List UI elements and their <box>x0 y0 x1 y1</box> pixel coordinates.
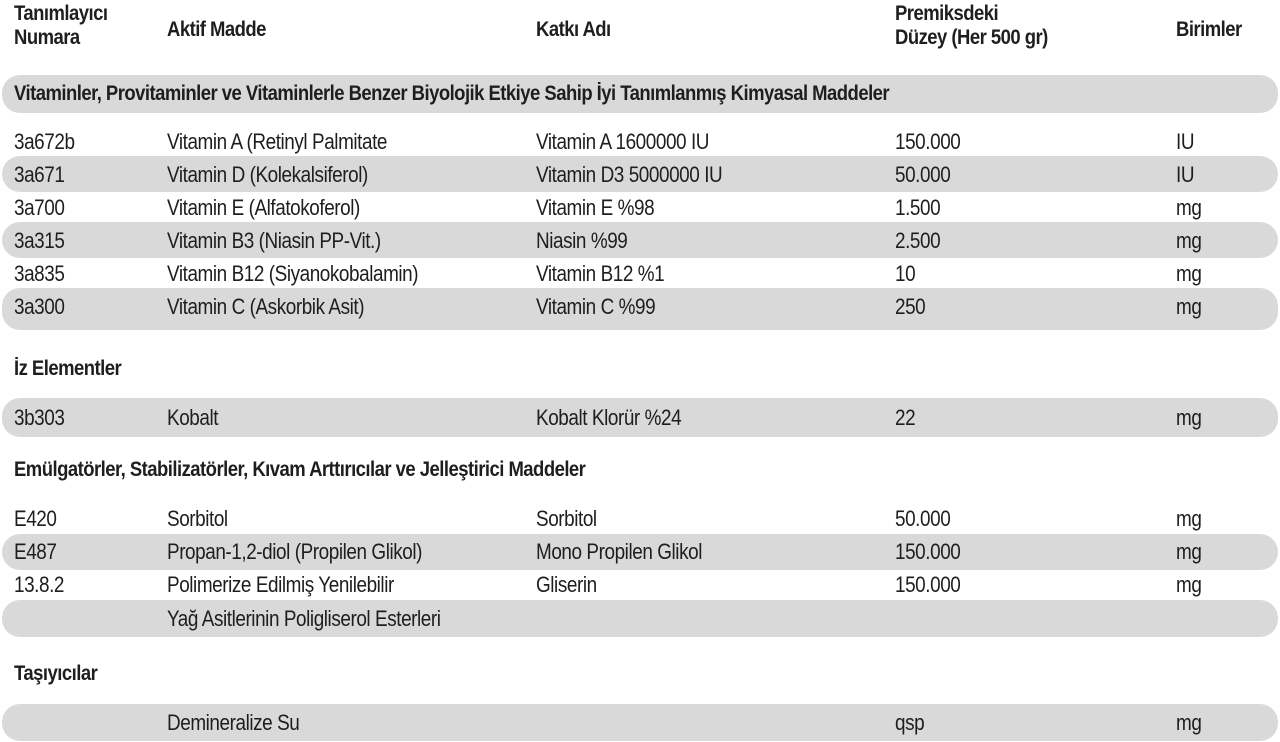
header-col3: Katkı Adı <box>536 18 611 41</box>
cell-unit: mg <box>1176 294 1202 319</box>
table-row <box>0 258 1280 290</box>
header-col4 <box>895 2 1048 50</box>
cell-id: 3a300 <box>14 294 65 319</box>
table-row <box>0 159 1280 191</box>
cell-active: Sorbitol <box>167 506 228 531</box>
cell-active: Vitamin D (Kolekalsiferol) <box>167 162 368 187</box>
table-row <box>0 291 1280 323</box>
table-row <box>0 536 1280 568</box>
cell-active: Vitamin B3 (Niasin PP-Vit.) <box>167 228 381 253</box>
header-col1-line2: Numara <box>14 26 80 49</box>
section-title: Taşıyıcılar <box>14 662 98 685</box>
header-col1-line1: Tanımlayıcı <box>14 2 108 25</box>
cell-id: 13.8.2 <box>14 572 65 597</box>
cell-id: 3a315 <box>14 228 65 253</box>
cell-unit: mg <box>1176 405 1202 430</box>
cell-additive: Sorbitol <box>536 506 597 531</box>
cell-level: 50.000 <box>895 162 951 187</box>
cell-id: 3a672b <box>14 129 75 154</box>
cell-active: Propan-1,2-diol (Propilen Glikol) <box>167 539 423 564</box>
cell-level: 1.500 <box>895 195 941 220</box>
cell-level: 22 <box>895 405 916 430</box>
cell-level: qsp <box>895 710 925 735</box>
header-col4-line2: Düzey (Her 500 gr) <box>895 26 1048 49</box>
cell-additive: Vitamin D3 5000000 IU <box>536 162 723 187</box>
table-row <box>0 503 1280 535</box>
cell-id: E420 <box>14 506 57 531</box>
table-row <box>0 569 1280 601</box>
header-col4-line1: Premiksdeki <box>895 2 999 25</box>
cell-additive: Mono Propilen Glikol <box>536 539 702 564</box>
section-title: Vitaminler, Provitaminler ve Vitaminlerle Benzer Biyolojik Etkiye Sahip İyi Tanımlanmış Kimyasal Maddeler <box>14 82 890 105</box>
cell-unit: mg <box>1176 506 1202 531</box>
cell-unit: mg <box>1176 228 1202 253</box>
cell-unit: mg <box>1176 261 1202 286</box>
table-row <box>0 225 1280 257</box>
cell-level: 150.000 <box>895 572 961 597</box>
cell-active: Demineralize Su <box>167 710 300 735</box>
cell-level: 150.000 <box>895 539 961 564</box>
cell-unit: mg <box>1176 710 1202 735</box>
table-row <box>0 126 1280 158</box>
cell-id: 3b303 <box>14 405 65 430</box>
cell-additive: Vitamin B12 %1 <box>536 261 665 286</box>
cell-active: Polimerize Edilmiş Yenilebilir <box>167 572 394 597</box>
cell-level: 10 <box>895 261 916 286</box>
cell-active-line2: Yağ Asitlerinin Poligliserol Esterleri <box>167 606 441 631</box>
cell-id: 3a700 <box>14 195 65 220</box>
header-col5: Birimler <box>1176 18 1242 41</box>
cell-unit: mg <box>1176 195 1202 220</box>
cell-level: 250 <box>895 294 926 319</box>
table-row <box>0 192 1280 224</box>
cell-additive: Gliserin <box>536 572 597 597</box>
cell-active: Kobalt <box>167 405 219 430</box>
cell-additive: Vitamin E %98 <box>536 195 655 220</box>
cell-unit: IU <box>1176 129 1195 154</box>
cell-level: 50.000 <box>895 506 951 531</box>
cell-id: 3a671 <box>14 162 65 187</box>
cell-unit: mg <box>1176 572 1202 597</box>
cell-additive: Niasin %99 <box>536 228 628 253</box>
cell-additive: Kobalt Klorür %24 <box>536 405 682 430</box>
cell-active: Vitamin B12 (Siyanokobalamin) <box>167 261 419 286</box>
cell-id: 3a835 <box>14 261 65 286</box>
cell-additive: Vitamin A 1600000 IU <box>536 129 710 154</box>
cell-additive: Vitamin C %99 <box>536 294 656 319</box>
cell-level: 2.500 <box>895 228 941 253</box>
section-title: Emülgatörler, Stabilizatörler, Kıvam Arttırıcılar ve Jelleştirici Maddeler <box>14 458 586 481</box>
table-row <box>0 707 1280 739</box>
cell-id: E487 <box>14 539 57 564</box>
header-col2: Aktif Madde <box>167 18 266 41</box>
cell-active: Vitamin C (Askorbik Asit) <box>167 294 365 319</box>
cell-level: 150.000 <box>895 129 961 154</box>
cell-unit: mg <box>1176 539 1202 564</box>
section-title: İz Elementler <box>14 357 122 380</box>
cell-unit: IU <box>1176 162 1195 187</box>
cell-active: Vitamin A (Retinyl Palmitate <box>167 129 388 154</box>
header-col1 <box>14 2 107 50</box>
cell-active: Vitamin E (Alfatokoferol) <box>167 195 360 220</box>
table-row <box>0 402 1280 434</box>
